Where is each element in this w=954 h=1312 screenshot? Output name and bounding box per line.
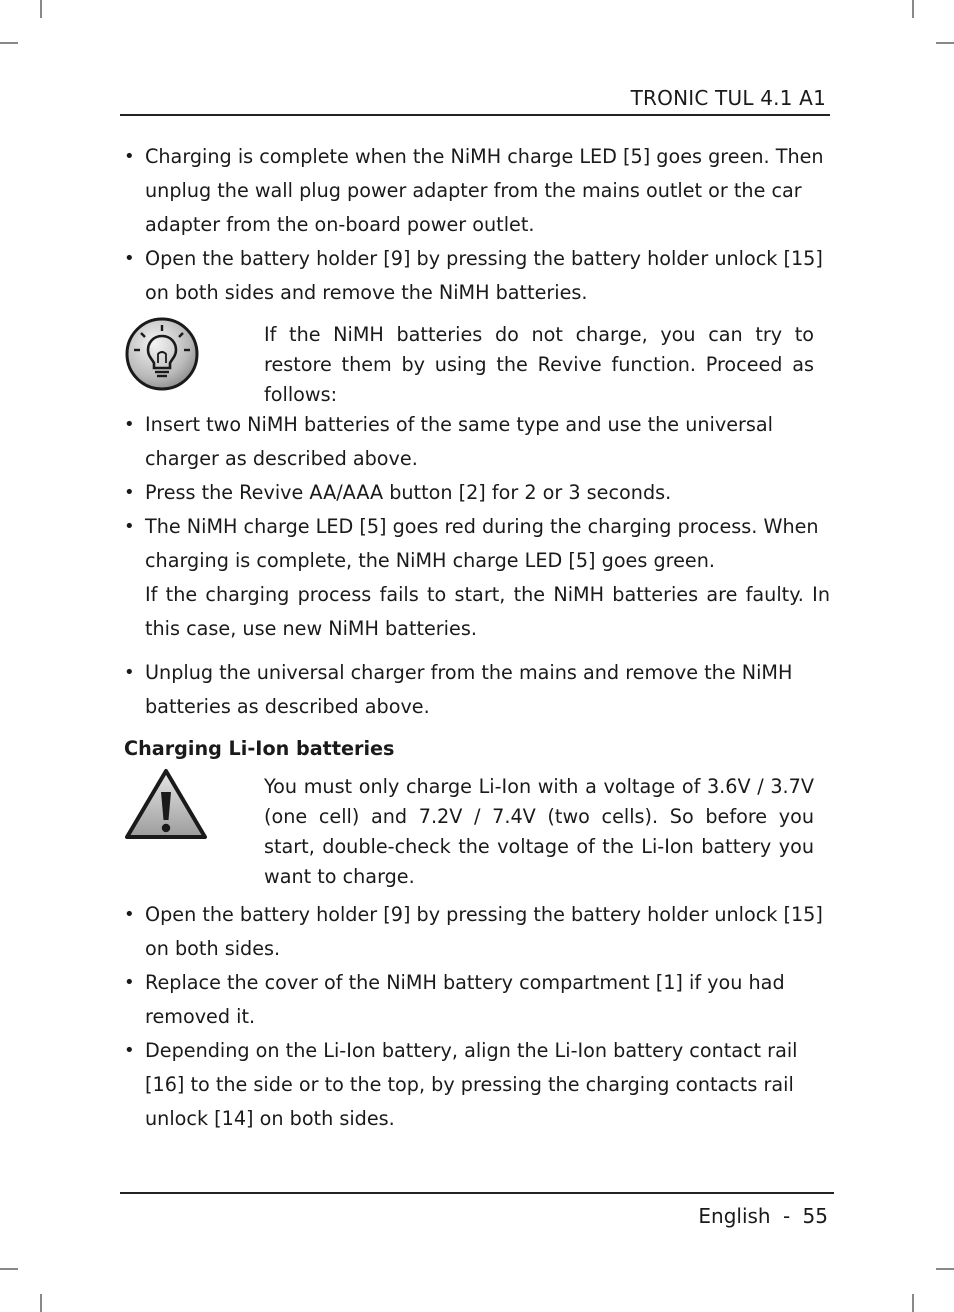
page-number: 55 [802, 1204, 828, 1228]
bullet-list-3 [124, 656, 830, 724]
warning-note [124, 768, 830, 892]
list-item: • The NiMH charge LED [5] goes red during the charging process. When charging is complete, the NiMH charge LED [5] goes green. [124, 510, 830, 578]
list-item: • Open the battery holder [9] by pressing the battery holder unlock [15] on both sides. [124, 898, 830, 966]
page-footer [120, 1192, 834, 1228]
bullet-list-4 [124, 898, 830, 1136]
crop-mark [912, 0, 914, 18]
bullet-list-2 [124, 408, 830, 578]
tip-note-text: If the NiMH batteries do not charge, you can try to restore them by using the Revive function. Proceed as follows: [264, 323, 814, 406]
crop-mark [936, 42, 954, 44]
crop-mark [936, 1268, 954, 1270]
crop-mark [40, 0, 42, 18]
crop-mark [912, 1294, 914, 1312]
list-item: • Replace the cover of the NiMH battery compartment [1] if you had removed it. [124, 966, 830, 1034]
crop-mark [0, 1268, 18, 1270]
list-item: • Charging is complete when the NiMH charge LED [5] goes green. Then unplug the wall plug power adapter from the mains outlet or the car adapter from the on-board power outlet. [124, 140, 830, 242]
crop-mark [0, 42, 18, 44]
footer-text [698, 1204, 828, 1228]
page-header [120, 86, 830, 116]
footer-separator: - [782, 1204, 791, 1228]
list-continuation-text: If the charging process fails to start, the NiMH batteries are faulty. In this case, use new NiMH batteries. [145, 583, 830, 640]
footer-language: English [698, 1204, 771, 1228]
warning-note-text: You must only charge Li-Ion with a voltage of 3.6V / 3.7V (one cell) and 7.2V / 7.4V (two cells). So before you start, double-check the voltage of the Li-Ion battery you want to charge. [264, 775, 814, 888]
page-content [124, 140, 830, 1136]
bullet-list-1 [124, 140, 830, 310]
crop-mark [40, 1294, 42, 1312]
list-item: • Unplug the universal charger from the mains and remove the NiMH batteries as described above. [124, 656, 830, 724]
lightbulb-icon [124, 316, 264, 396]
list-item: • Depending on the Li-Ion battery, align the Li-Ion battery contact rail [16] to the side or to the top, by pressing the charging contacts rail unlock [14] on both sides. [124, 1034, 830, 1136]
list-item: • Open the battery holder [9] by pressing the battery holder unlock [15] on both sides and remove the NiMH batteries. [124, 242, 830, 310]
tip-note [124, 316, 830, 406]
header-title: TRONIC TUL 4.1 A1 [630, 86, 826, 110]
list-item: • Insert two NiMH batteries of the same type and use the universal charger as described above. [124, 408, 830, 476]
warning-triangle-icon [124, 768, 264, 844]
section-heading: Charging Li-Ion batteries [124, 737, 395, 760]
list-item: • Press the Revive AA/AAA button [2] for 2 or 3 seconds. [124, 476, 830, 510]
